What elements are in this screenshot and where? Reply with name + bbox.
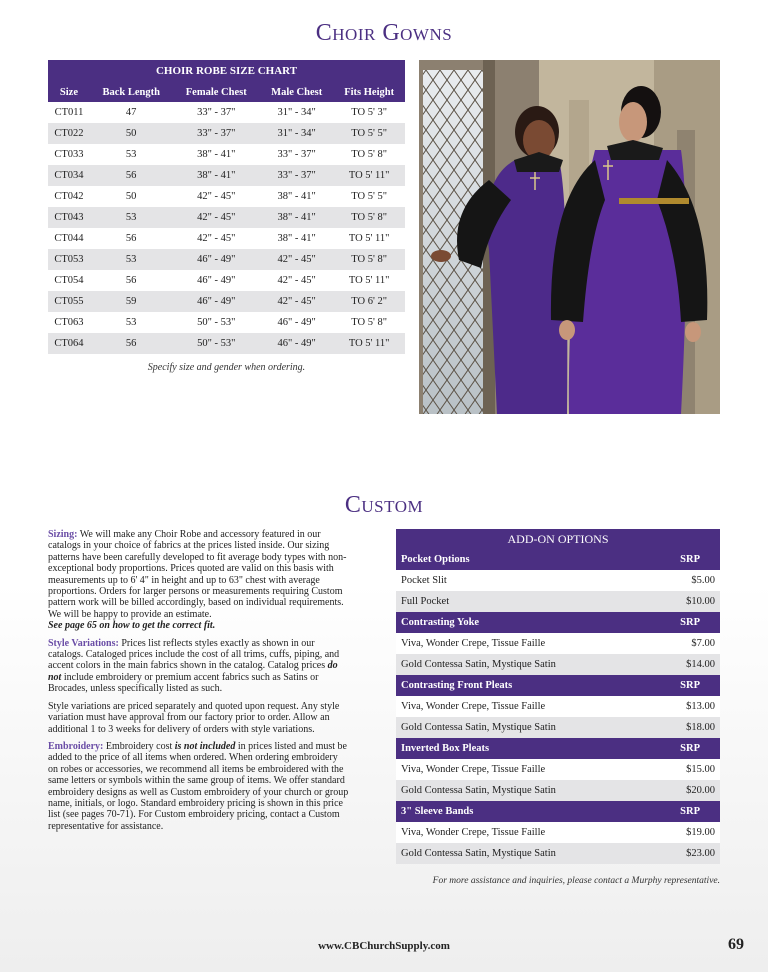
size-cell: 42" - 45" (260, 291, 333, 312)
size-cell: 50" - 53" (172, 312, 260, 333)
size-cell: 38" - 41" (260, 207, 333, 228)
size-cell: CT022 (48, 123, 90, 144)
size-row (48, 270, 405, 291)
addon-section-header (396, 612, 720, 633)
size-row (48, 207, 405, 228)
addon-item-row (396, 696, 720, 717)
size-cell: 46" - 49" (172, 291, 260, 312)
size-row (48, 102, 405, 123)
size-cell: 56 (90, 333, 173, 354)
size-cell: 50" - 53" (172, 333, 260, 354)
addon-item-price: $10.00 (651, 591, 720, 612)
addon-srp-label: SRP (651, 801, 720, 822)
addon-item-name: Viva, Wonder Crepe, Tissue Faille (396, 759, 651, 780)
size-cell: CT044 (48, 228, 90, 249)
footer-url[interactable]: www.CBChurchSupply.com (318, 940, 450, 952)
size-row (48, 333, 405, 354)
size-cell: 53 (90, 207, 173, 228)
size-chart-title: CHOIR ROBE SIZE CHART (48, 60, 405, 82)
style-text-a: Prices list reflects styles exactly as shown in our catalogs. Cataloged prices include the cost of all trims, cuffs, piping, and accent colors in the main fabrics shown in the catalog. Catalog prices (48, 637, 340, 672)
size-cell: 38" - 41" (172, 144, 260, 165)
addon-section-name: Inverted Box Pleats (396, 738, 651, 759)
addon-srp-label: SRP (651, 738, 720, 759)
addon-item-row (396, 633, 720, 654)
size-row (48, 291, 405, 312)
size-cell: 47 (90, 102, 173, 123)
size-cell: 33" - 37" (172, 102, 260, 123)
custom-title: Custom (344, 492, 424, 518)
size-cell: 42" - 45" (260, 270, 333, 291)
col-size: Size (48, 82, 90, 102)
size-cell: TO 5' 8" (333, 312, 405, 333)
col-back-length: Back Length (90, 82, 173, 102)
addon-srp-label: SRP (651, 675, 720, 696)
addon-section-name: Pocket Options (396, 549, 651, 570)
embroidery-text-a: Embroidery cost (103, 740, 175, 752)
size-cell: TO 5' 11" (333, 333, 405, 354)
size-chart-note: Specify size and gender when ordering. (147, 362, 306, 373)
size-cell: TO 5' 11" (333, 228, 405, 249)
addon-section-header (396, 801, 720, 822)
size-cell: 31" - 34" (260, 123, 333, 144)
addon-srp-label: SRP (651, 549, 720, 570)
size-cell: CT042 (48, 186, 90, 207)
size-cell: 46" - 49" (172, 249, 260, 270)
size-cell: 59 (90, 291, 173, 312)
col-fits-height: Fits Height (333, 82, 405, 102)
sizing-paragraph (48, 529, 350, 632)
style-paragraph (48, 638, 350, 695)
size-cell: CT064 (48, 333, 90, 354)
addon-section-name: Contrasting Yoke (396, 612, 651, 633)
style-emphasis: do not (48, 660, 338, 683)
addon-item-row (396, 759, 720, 780)
addon-title: ADD-ON OPTIONS (396, 529, 720, 549)
addon-item-price: $18.00 (651, 717, 720, 738)
style-label: Style Variations: (48, 637, 119, 649)
size-chart-table (48, 60, 405, 354)
addon-item-price: $20.00 (651, 780, 720, 801)
size-row (48, 312, 405, 333)
size-cell: 53 (90, 249, 173, 270)
size-cell: 53 (90, 312, 173, 333)
size-cell: TO 5' 11" (333, 165, 405, 186)
size-cell: 46" - 49" (260, 312, 333, 333)
addon-item-name: Viva, Wonder Crepe, Tissue Faille (396, 696, 651, 717)
addon-srp-label: SRP (651, 612, 720, 633)
col-female-chest: Female Chest (172, 82, 260, 102)
size-cell: 46" - 49" (172, 270, 260, 291)
addon-item-row (396, 591, 720, 612)
addon-item-name: Viva, Wonder Crepe, Tissue Faille (396, 633, 651, 654)
addon-item-row (396, 843, 720, 864)
addon-item-name: Viva, Wonder Crepe, Tissue Faille (396, 822, 651, 843)
style-paragraph-2: Style variations are priced separately and quoted upon request. Any style variation must have approval from our factory prior to order. Allow an additional 1 to 3 weeks for delivery of orders with style variations. (48, 700, 340, 735)
embroidery-label: Embroidery: (48, 740, 104, 752)
addon-item-price: $13.00 (651, 696, 720, 717)
size-cell: TO 5' 5" (333, 123, 405, 144)
size-cell: TO 5' 8" (333, 144, 405, 165)
choir-gowns-illustration (419, 60, 720, 414)
size-row (48, 165, 405, 186)
sizing-reference: See page 65 on how to get the correct fit. (48, 620, 216, 632)
size-row (48, 123, 405, 144)
size-cell: 42" - 45" (260, 249, 333, 270)
addon-section-header (396, 738, 720, 759)
addon-item-price: $23.00 (651, 843, 720, 864)
addon-note: For more assistance and inquiries, please contact a Murphy representative. (432, 876, 720, 886)
sizing-label: Sizing: (48, 529, 78, 540)
addon-options-table (396, 529, 720, 864)
addon-item-name: Gold Contessa Satin, Mystique Satin (396, 654, 651, 675)
addon-item-name: Full Pocket (396, 591, 651, 612)
addon-item-price: $14.00 (651, 654, 720, 675)
size-cell: 56 (90, 165, 173, 186)
addon-item-name: Pocket Slit (396, 570, 651, 591)
size-cell: TO 5' 5" (333, 186, 405, 207)
size-cell: 56 (90, 270, 173, 291)
size-cell: CT055 (48, 291, 90, 312)
size-cell: 53 (90, 144, 173, 165)
addon-item-price: $7.00 (651, 633, 720, 654)
size-row (48, 249, 405, 270)
choir-gowns-photo (419, 60, 720, 414)
addon-item-name: Gold Contessa Satin, Mystique Satin (396, 843, 651, 864)
size-cell: 42" - 45" (172, 207, 260, 228)
size-cell: 42" - 45" (172, 228, 260, 249)
size-cell: CT011 (48, 102, 90, 123)
embroidery-text-b: in prices listed and must be added to the price of all items when ordered. When ordering embroidery on robes or accessories, we recommend all items be embroidered with the same letters or symbols within the same group of items. We offer standard embroidery designs as well as Custom embroidery of your church or group name, initials, or logo. Standard embroidery pricing is shown in this price list (see pages 70-71). For Custom embroidery pricing, contact a Custom representative for assistance. (48, 740, 349, 832)
page-number: 69 (728, 936, 744, 953)
size-cell: 33" - 37" (172, 123, 260, 144)
size-cell: TO 5' 8" (333, 249, 405, 270)
size-cell: TO 5' 11" (333, 270, 405, 291)
size-row (48, 144, 405, 165)
size-cell: 38" - 41" (260, 228, 333, 249)
size-cell: CT053 (48, 249, 90, 270)
size-cell: TO 5' 8" (333, 207, 405, 228)
size-cell: 38" - 41" (172, 165, 260, 186)
size-cell: 46" - 49" (260, 333, 333, 354)
addon-section-header (396, 549, 720, 570)
size-cell: 42" - 45" (172, 186, 260, 207)
size-row (48, 186, 405, 207)
addon-item-row (396, 717, 720, 738)
addon-item-name: Gold Contessa Satin, Mystique Satin (396, 780, 651, 801)
custom-info (48, 529, 350, 838)
size-cell: 50 (90, 123, 173, 144)
addon-item-price: $15.00 (651, 759, 720, 780)
addon-item-row (396, 654, 720, 675)
size-row (48, 228, 405, 249)
size-cell: 33" - 37" (260, 144, 333, 165)
size-cell: CT033 (48, 144, 90, 165)
embroidery-emphasis: is not included (174, 740, 236, 752)
page-title: Choir Gowns (315, 20, 453, 46)
addon-item-name: Gold Contessa Satin, Mystique Satin (396, 717, 651, 738)
addon-section-name: 3" Sleeve Bands (396, 801, 651, 822)
size-cell: CT043 (48, 207, 90, 228)
size-cell: 50 (90, 186, 173, 207)
addon-item-row (396, 570, 720, 591)
size-cell: TO 5' 3" (333, 102, 405, 123)
addon-section-name: Contrasting Front Pleats (396, 675, 651, 696)
size-cell: 56 (90, 228, 173, 249)
addon-section-header (396, 675, 720, 696)
style-text-b: include embroidery or premium accent fabrics such as Satins or Brocades, unless specifically listed as such. (48, 671, 319, 695)
size-cell: 33" - 37" (260, 165, 333, 186)
embroidery-paragraph (48, 741, 350, 832)
size-cell: TO 6' 2" (333, 291, 405, 312)
addon-item-price: $19.00 (651, 822, 720, 843)
size-cell: CT034 (48, 165, 90, 186)
addon-item-row (396, 780, 720, 801)
size-cell: CT054 (48, 270, 90, 291)
size-cell: 31" - 34" (260, 102, 333, 123)
size-cell: 38" - 41" (260, 186, 333, 207)
addon-item-price: $5.00 (651, 570, 720, 591)
size-cell: CT063 (48, 312, 90, 333)
sizing-text: We will make any Choir Robe and accessory featured in our catalogs in your choice of fabrics at the prices listed inside. Our sizing patterns have been carefully developed to fit average body types with non-exceptional body proportions. Prices quoted are valid on this basis with measurements up to 6' 4" in height and up to 63" chest with average proportions. Orders for larger persons or measurements requiring Custom pattern work will be billed accordingly, based on individual requirements. We will be happy to provide an estimate. (48, 529, 347, 620)
col-male-chest: Male Chest (260, 82, 333, 102)
addon-item-row (396, 822, 720, 843)
